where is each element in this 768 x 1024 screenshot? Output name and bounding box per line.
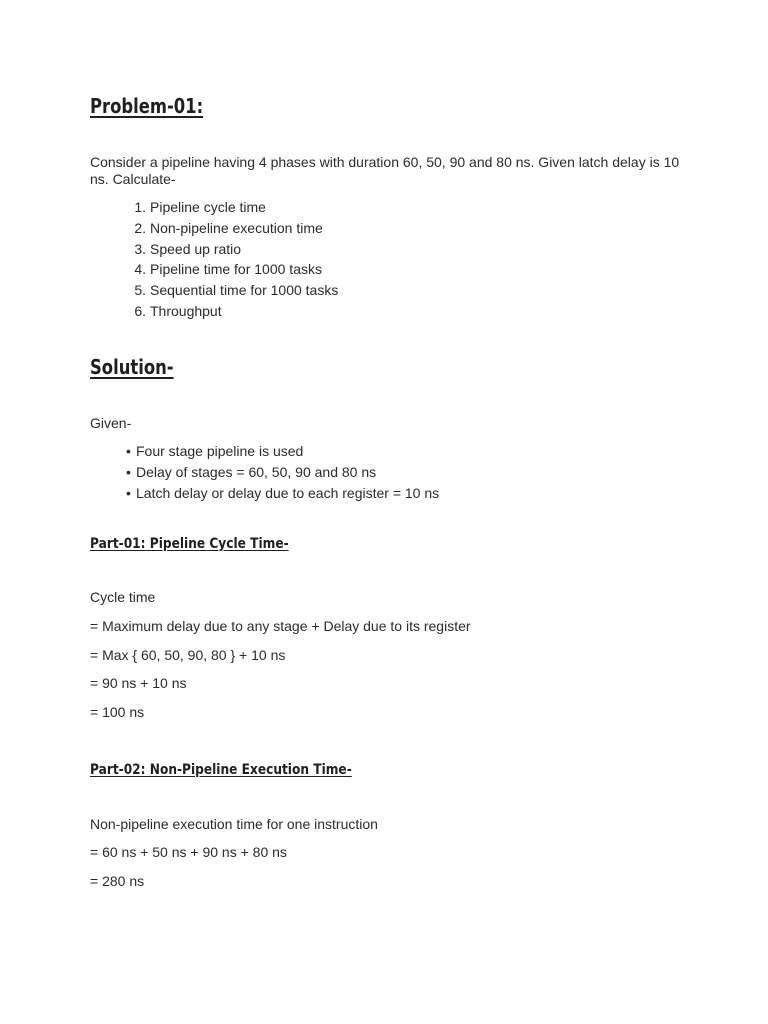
problem-statement: Consider a pipeline having 4 phases with duration 60, 50, 90 and 80 ns. Given latch delay is 10 ns. Calculate- xyxy=(90,154,680,187)
list-item xyxy=(126,464,439,485)
part1-line: = 100 ns xyxy=(90,704,145,720)
solution-heading: Solution- xyxy=(90,355,174,379)
item-number: 6. xyxy=(134,302,146,319)
part2-line: Non-pipeline execution time for one instruction xyxy=(90,816,378,832)
bullet: • xyxy=(126,443,131,459)
item-text: Speed up ratio xyxy=(150,240,242,257)
item-text: Sequential time for 1000 tasks xyxy=(150,282,339,299)
item-text: Pipeline time for 1000 tasks xyxy=(150,261,322,278)
given-item-text: Four stage pipeline is used xyxy=(136,443,304,459)
given-label: Given- xyxy=(90,415,132,431)
part2-line: = 60 ns + 50 ns + 90 ns + 80 ns xyxy=(90,844,287,860)
part2-line: = 280 ns xyxy=(90,873,145,889)
list-item xyxy=(126,485,439,506)
given-item-text: Delay of stages = 60, 50, 90 and 80 ns xyxy=(136,464,377,480)
given-item-text: Latch delay or delay due to each register = 10 ns xyxy=(136,485,440,501)
item-number: 3. xyxy=(134,240,146,257)
item-number: 5. xyxy=(134,282,146,299)
item-text: Non-pipeline execution time xyxy=(150,219,323,236)
bullet: • xyxy=(126,485,131,501)
item-text: Throughput xyxy=(150,302,222,319)
given-list xyxy=(126,443,439,506)
part2-heading: Part-02: Non-Pipeline Execution Time- xyxy=(90,762,352,778)
list-item xyxy=(126,443,439,464)
item-number: 2. xyxy=(134,219,146,236)
part1-line: Cycle time xyxy=(90,589,156,605)
part1-line: = Maximum delay due to any stage + Delay due to its register xyxy=(90,618,471,634)
item-number: 1. xyxy=(134,199,146,215)
bullet: • xyxy=(126,464,131,480)
problem-heading: Problem-01: xyxy=(90,94,204,118)
item-text: Pipeline cycle time xyxy=(150,199,266,215)
part1-line: = 90 ns + 10 ns xyxy=(90,675,187,691)
item-number: 4. xyxy=(134,261,146,278)
part1-heading: Part-01: Pipeline Cycle Time- xyxy=(90,536,289,552)
part1-line: = Max { 60, 50, 90, 80 } + 10 ns xyxy=(90,647,286,663)
